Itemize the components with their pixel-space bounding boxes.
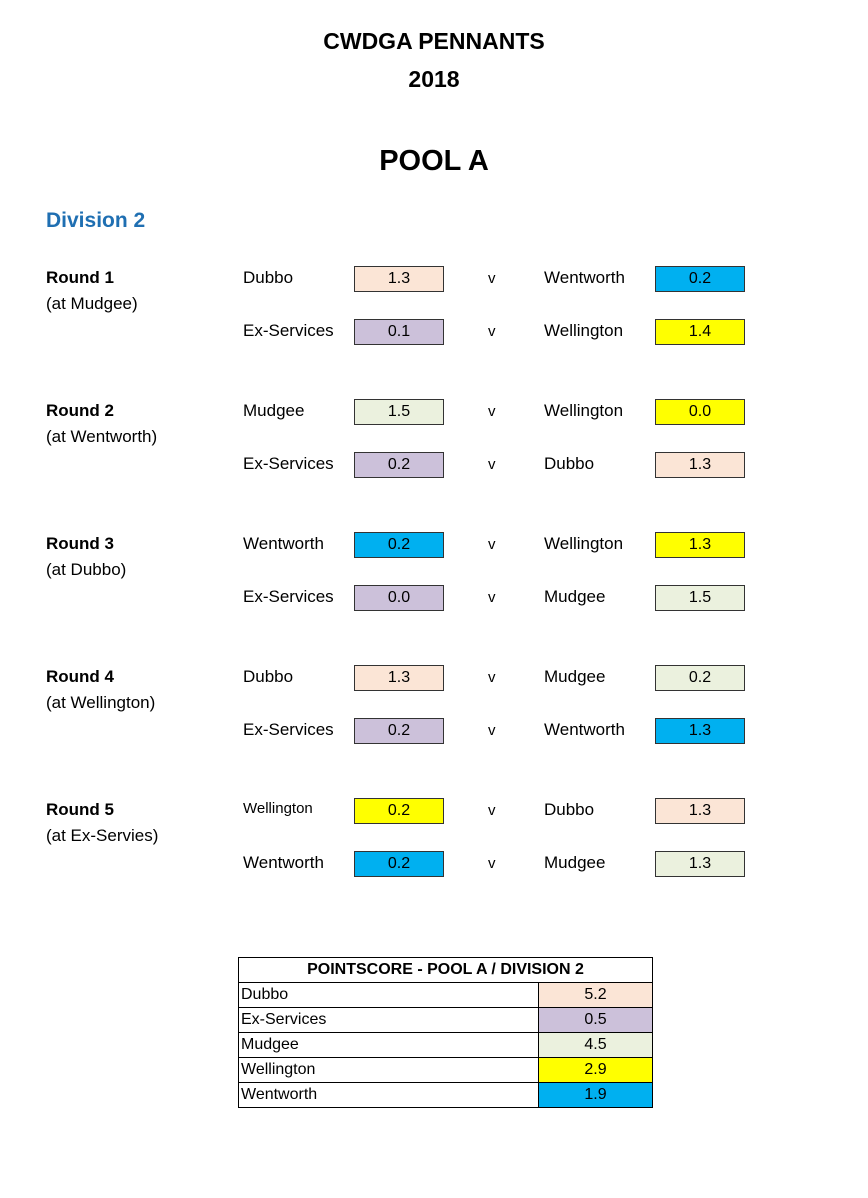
away-score: 1.5	[655, 585, 745, 611]
away-team: Wellington	[544, 321, 624, 340]
versus-label: v	[488, 669, 496, 686]
title-line-1: CWDGA PENNANTS	[323, 28, 545, 54]
pointscore-points: 0.5	[539, 1008, 653, 1033]
round-venue: (at Wentworth)	[46, 427, 158, 446]
pointscore-points: 5.2	[539, 983, 653, 1008]
home-score: 1.3	[354, 665, 444, 691]
home-team: Wentworth	[243, 853, 324, 872]
home-team: Dubbo	[243, 667, 294, 686]
home-score: 1.5	[354, 399, 444, 425]
home-team: Ex-Services	[243, 587, 334, 606]
versus-label: v	[488, 270, 496, 287]
round-venue: (at Wellington)	[46, 693, 156, 712]
round-name: Round 1	[46, 268, 114, 287]
round-venue: (at Ex-Servies)	[46, 826, 159, 845]
away-score: 1.3	[655, 718, 745, 744]
away-team: Wellington	[544, 534, 624, 553]
versus-label: v	[488, 802, 496, 819]
away-score: 0.2	[655, 665, 745, 691]
home-score: 0.2	[354, 851, 444, 877]
pointscore-team: Dubbo	[239, 983, 539, 1008]
versus-label: v	[488, 323, 496, 340]
pointscore-row	[239, 983, 653, 1008]
pointscore-row	[239, 1008, 653, 1033]
away-team: Wentworth	[544, 720, 625, 739]
away-team: Wellington	[544, 401, 624, 420]
away-score: 1.3	[655, 532, 745, 558]
pointscore-points: 2.9	[539, 1058, 653, 1083]
division-heading: Division 2	[46, 209, 146, 232]
pointscore-team: Wellington	[239, 1058, 539, 1083]
home-score: 0.2	[354, 718, 444, 744]
home-score: 0.2	[354, 798, 444, 824]
round-venue: (at Dubbo)	[46, 560, 127, 579]
home-team: Mudgee	[243, 401, 305, 420]
away-team: Dubbo	[544, 800, 595, 819]
home-team: Wentworth	[243, 534, 324, 553]
pointscore-table	[238, 957, 653, 1108]
round-name: Round 3	[46, 534, 114, 553]
pointscore-title: POINTSCORE - POOL A / DIVISION 2	[239, 958, 653, 983]
home-score: 0.2	[354, 532, 444, 558]
away-score: 0.0	[655, 399, 745, 425]
away-score: 1.3	[655, 851, 745, 877]
away-score: 1.4	[655, 319, 745, 345]
versus-label: v	[488, 589, 496, 606]
round-name: Round 4	[46, 667, 114, 686]
away-team: Mudgee	[544, 667, 606, 686]
away-team: Mudgee	[544, 853, 606, 872]
title-line-2: 2018	[408, 66, 460, 92]
home-score: 0.2	[354, 452, 444, 478]
pointscore-row	[239, 1083, 653, 1108]
versus-label: v	[488, 855, 496, 872]
round-name: Round 5	[46, 800, 114, 819]
versus-label: v	[488, 536, 496, 553]
pointscore-team: Wentworth	[239, 1083, 539, 1108]
away-score: 0.2	[655, 266, 745, 292]
pointscore-team: Mudgee	[239, 1033, 539, 1058]
pointscore-points: 4.5	[539, 1033, 653, 1058]
home-team: Ex-Services	[243, 321, 334, 340]
away-score: 1.3	[655, 452, 745, 478]
away-team: Dubbo	[544, 454, 595, 473]
home-team: Ex-Services	[243, 454, 334, 473]
away-team: Mudgee	[544, 587, 606, 606]
home-score: 0.0	[354, 585, 444, 611]
pointscore-row	[239, 1058, 653, 1083]
away-team: Wentworth	[544, 268, 625, 287]
versus-label: v	[488, 722, 496, 739]
pointscore-points: 1.9	[539, 1083, 653, 1108]
round-name: Round 2	[46, 401, 114, 420]
versus-label: v	[488, 456, 496, 473]
pointscore-team: Ex-Services	[239, 1008, 539, 1033]
home-team: Wellington	[243, 800, 313, 817]
home-team: Dubbo	[243, 268, 294, 287]
away-score: 1.3	[655, 798, 745, 824]
home-team: Ex-Services	[243, 720, 334, 739]
round-venue: (at Mudgee)	[46, 294, 138, 313]
pointscore-row	[239, 1033, 653, 1058]
home-score: 0.1	[354, 319, 444, 345]
versus-label: v	[488, 403, 496, 420]
home-score: 1.3	[354, 266, 444, 292]
pool-heading: POOL A	[379, 145, 489, 177]
